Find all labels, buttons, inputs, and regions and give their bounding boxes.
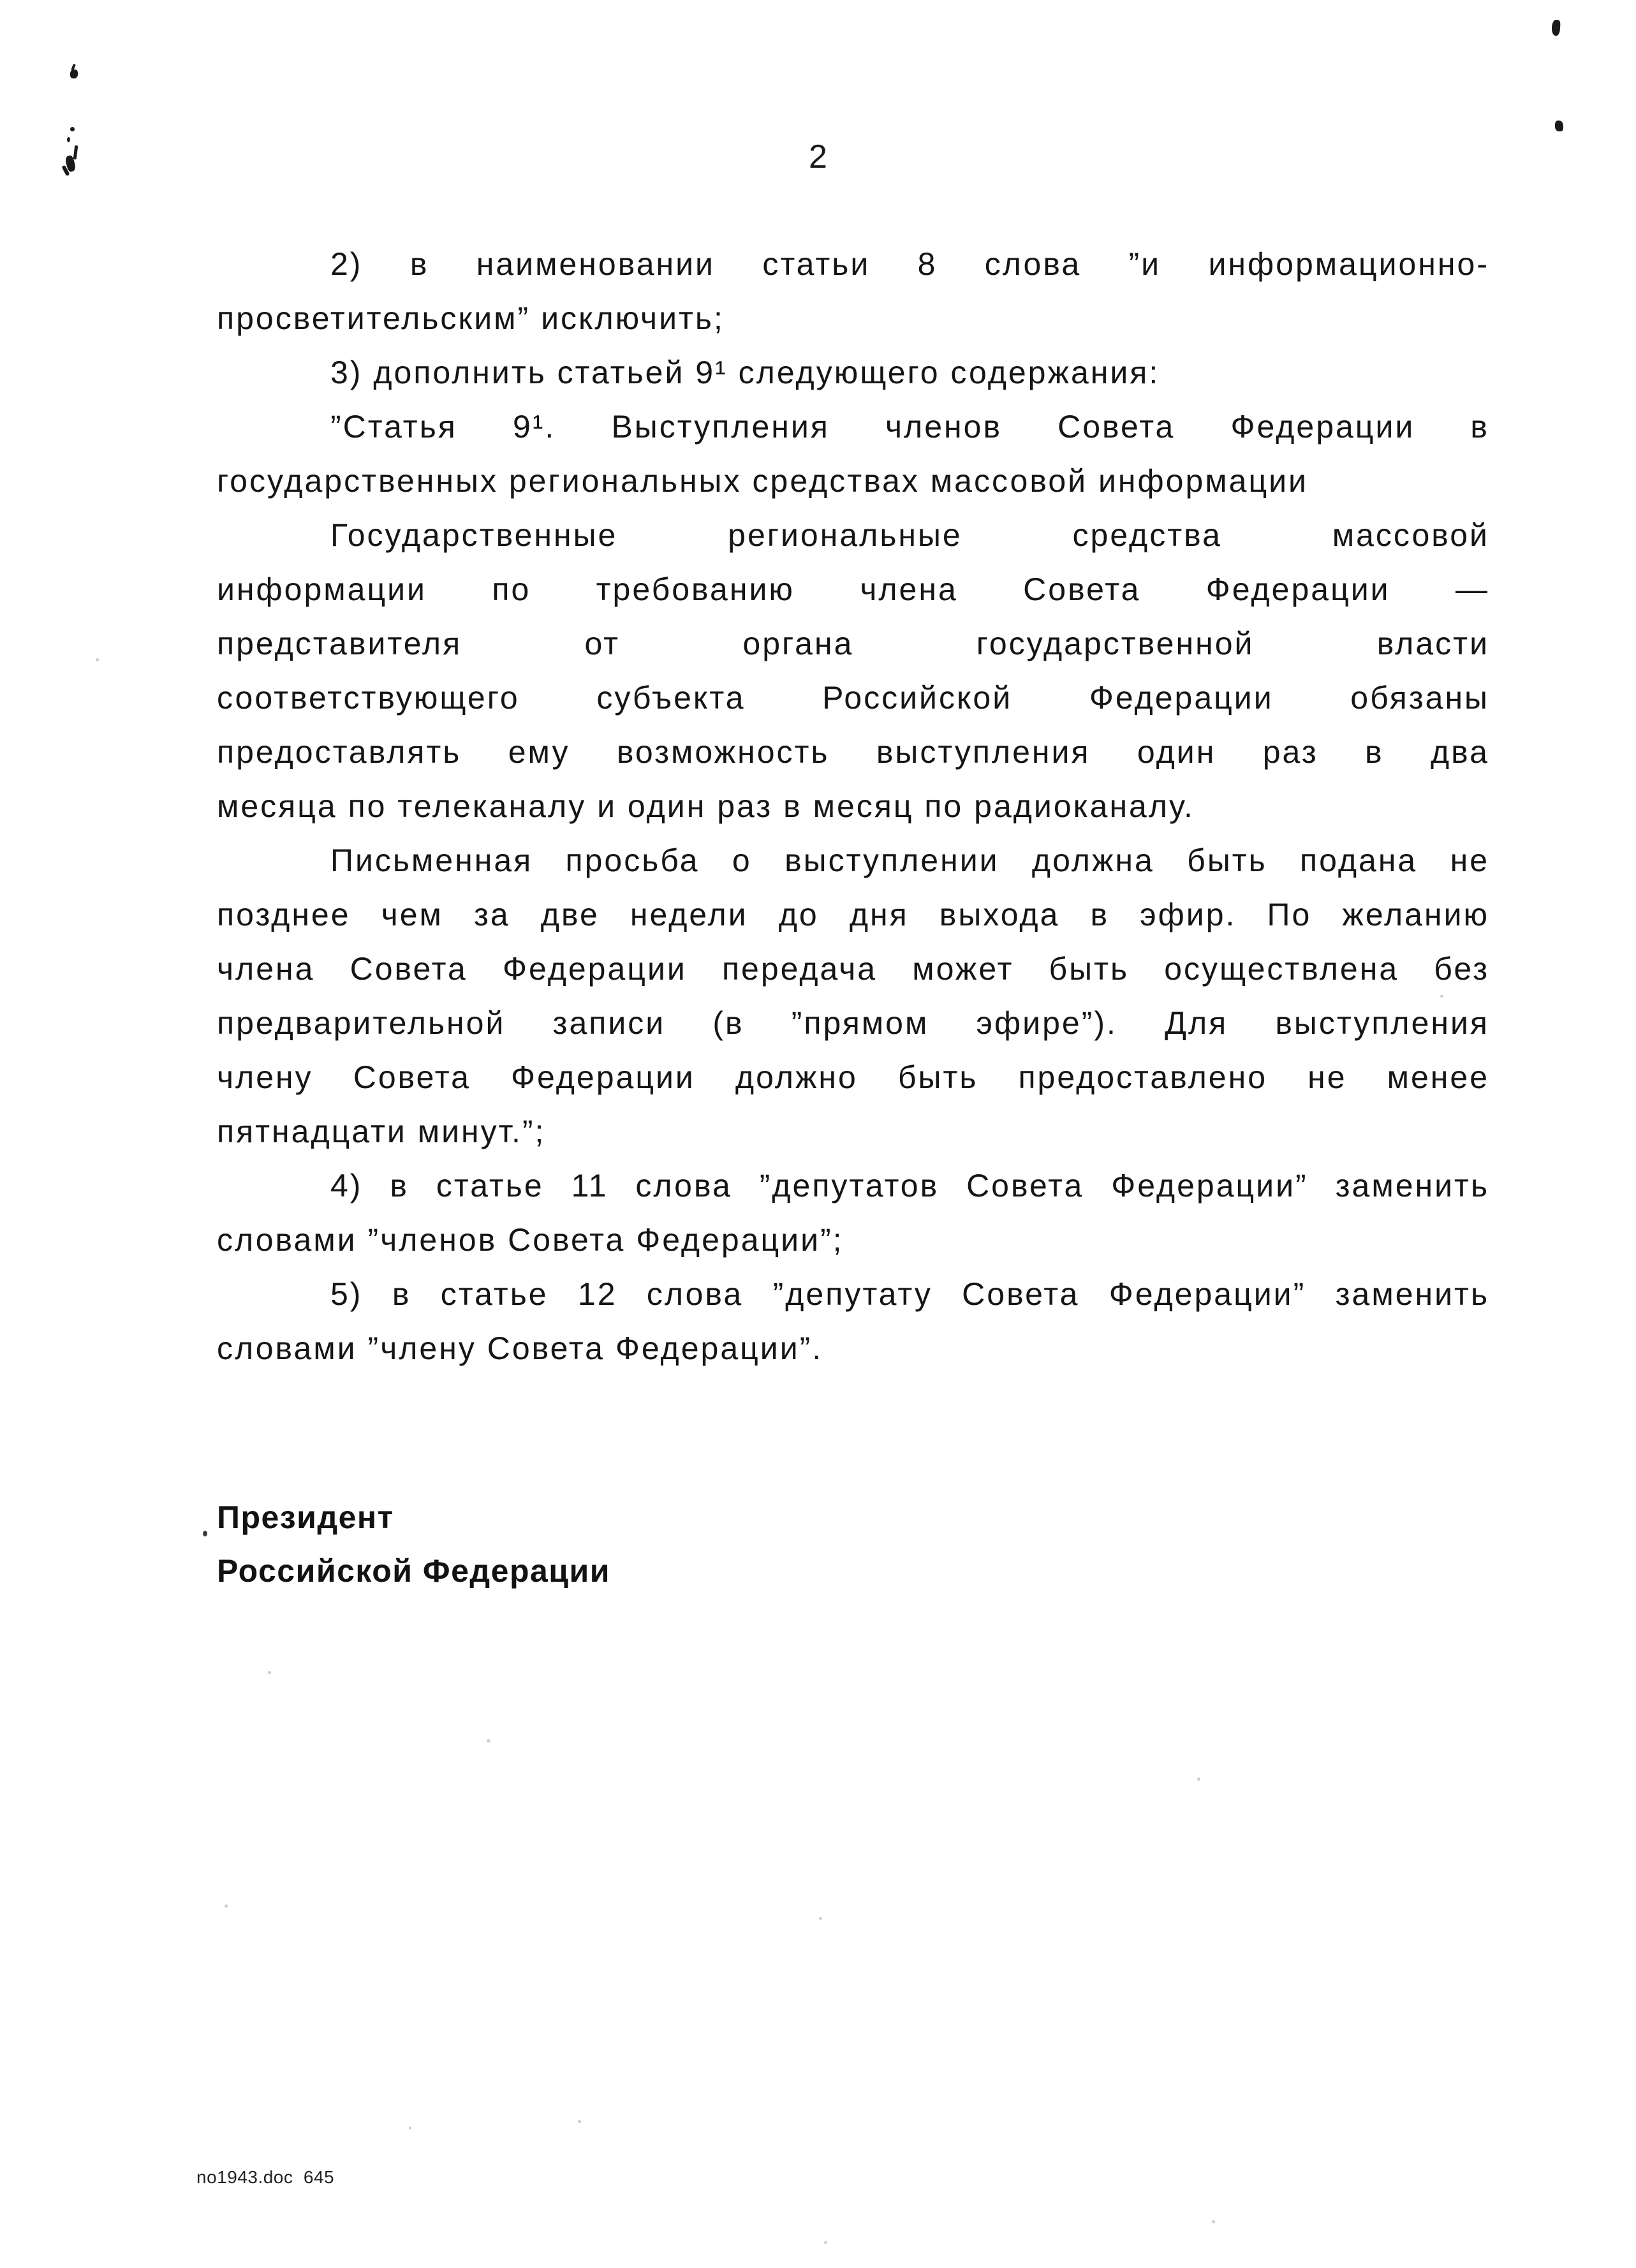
text-line: 4) в статье 11 слова ”депутатов Совета Федерации” заменить	[330, 1168, 1489, 1204]
scan-speck	[409, 2126, 411, 2130]
text-line: позднее чем за две недели до дня выхода в эфир. По желанию	[217, 897, 1489, 932]
scan-artifact	[1551, 20, 1561, 36]
text-line: государственных региональных средствах массовой информации	[217, 463, 1308, 499]
text-line: предварительной записи (в ”прямом эфире”). Для выступления	[217, 1005, 1489, 1041]
page-number: 2	[809, 138, 827, 175]
scan-speck	[578, 2120, 581, 2123]
scan-speck	[1212, 2220, 1215, 2223]
text-line: члена Совета Федерации передача может быть осуществлена без	[217, 951, 1489, 987]
text-line: 3) дополнить статьей 9¹ следующего содержания:	[330, 355, 1160, 390]
text-line: словами ”члену Совета Федерации”.	[217, 1330, 823, 1366]
text-line: соответствующего субъекта Российской Федерации обязаны	[217, 680, 1489, 716]
document-body	[217, 237, 1489, 1376]
text-line: месяца по телеканалу и один раз в месяц по радиоканалу.	[217, 788, 1195, 824]
scan-artifact	[203, 1531, 207, 1536]
scan-speck	[819, 1917, 822, 1920]
text-line: информации по требованию члена Совета Федерации —	[217, 571, 1489, 607]
signature-block	[217, 1491, 610, 1598]
text-line: пятнадцати минут.”;	[217, 1114, 546, 1149]
scan-artifact	[67, 137, 70, 142]
scan-speck	[487, 1739, 490, 1742]
text-line: предоставлять ему возможность выступления один раз в два	[217, 734, 1489, 770]
scan-speck	[96, 658, 99, 661]
signature-line-federation: Российской Федерации	[217, 1553, 611, 1589]
scan-speck	[1197, 1778, 1200, 1781]
scan-artifact	[70, 127, 75, 131]
text-line: просветительским” исключить;	[217, 300, 725, 336]
text-line: представителя от органа государственной власти	[217, 626, 1489, 661]
scan-speck	[824, 2241, 827, 2244]
text-line: ”Статья 9¹. Выступления членов Совета Федерации в	[330, 409, 1489, 445]
scan-artifact	[1555, 121, 1563, 131]
scan-speck	[1440, 995, 1443, 998]
text-line: 2) в наименовании статьи 8 слова ”и информационно-	[330, 246, 1489, 282]
text-line: 5) в статье 12 слова ”депутату Совета Федерации” заменить	[330, 1276, 1489, 1312]
text-line: члену Совета Федерации должно быть предоставлено не менее	[217, 1059, 1489, 1095]
text-line: Письменная просьба о выступлении должна быть подана не	[330, 843, 1489, 878]
footer-filename: no1943.doc 645	[196, 2167, 335, 2187]
scan-speck	[268, 1671, 271, 1674]
scan-speck	[225, 1904, 228, 1908]
scan-artifact	[70, 70, 78, 78]
text-line: словами ”членов Совета Федерации”;	[217, 1222, 844, 1258]
text-line: Государственные региональные средства массовой	[330, 517, 1489, 553]
signature-line-president: Президент	[217, 1499, 394, 1535]
